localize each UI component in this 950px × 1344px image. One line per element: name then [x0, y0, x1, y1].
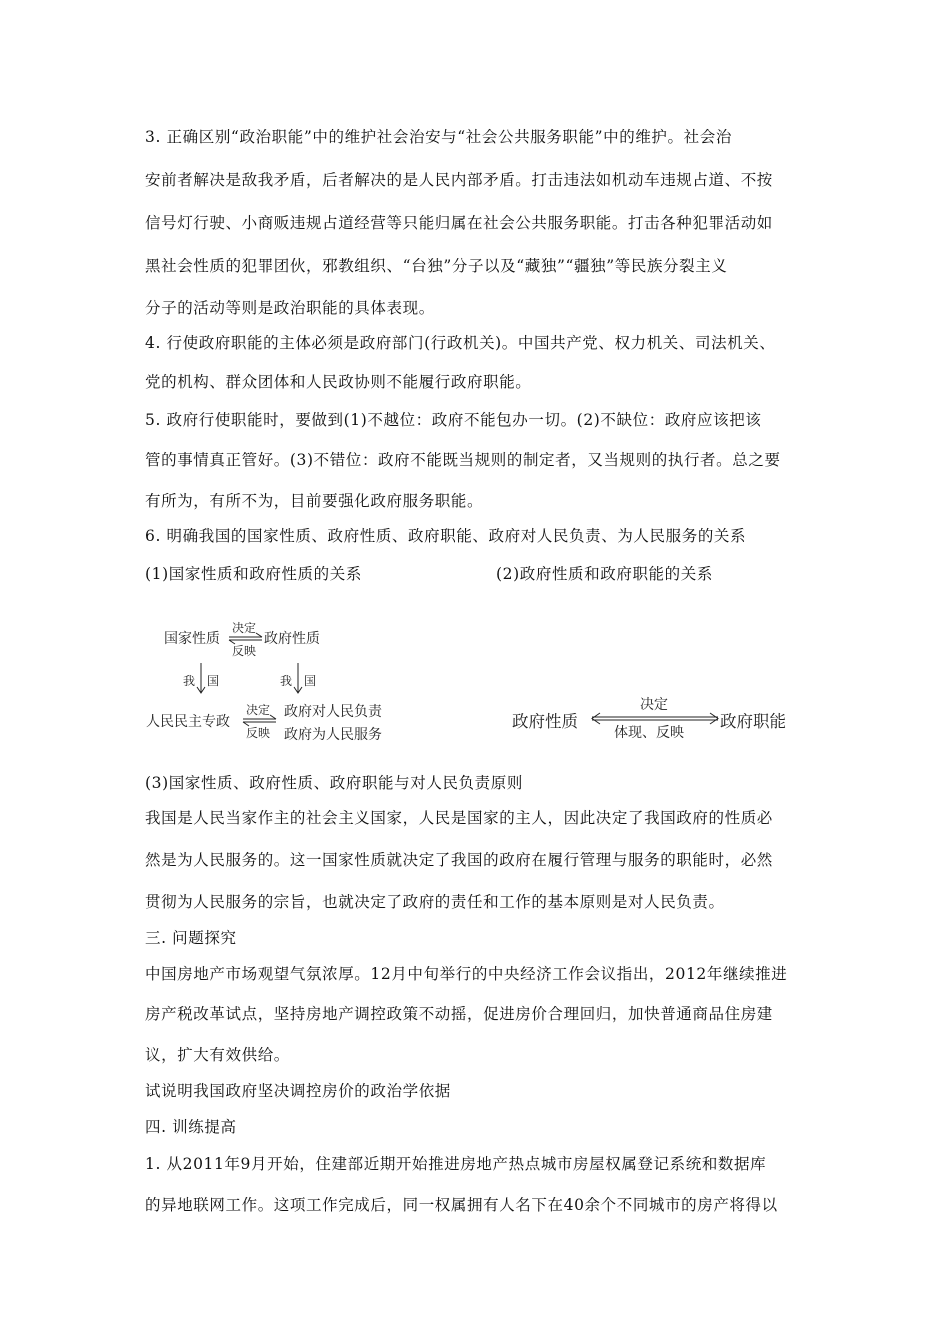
- diagram-arrow-label-decide: 决定: [232, 621, 257, 635]
- diagram-arrow-label-decide: 决定: [246, 703, 271, 717]
- diagram-node-government-nature: 政府性质: [264, 631, 320, 647]
- diagram-arrow-label-reflect: 反映: [246, 726, 271, 740]
- text-line: 安前者解决是敌我矛盾，后者解决的是人民内部矛盾。打击违法如机动车违规占道、不按: [145, 171, 773, 189]
- text-line: 信号灯行驶、小商贩违规占道经营等只能归属在社会公共服务职能。打击各种犯罪活动如: [145, 214, 773, 232]
- subheading-1: (1)国家性质和政府性质的关系: [145, 565, 362, 583]
- diagram-node-government-nature: 政府性质: [512, 712, 578, 731]
- diagram-node-responsible: 政府对人民负责: [284, 704, 382, 720]
- text-line: 中国房地产市场观望气氛浓厚。12月中旬举行的中央经济工作会议指出，2012年继续推进: [145, 965, 788, 983]
- text-line: 管的事情真正管好。(3)不错位：政府不能既当规则的制定者，又当规则的执行者。总之要: [145, 451, 781, 469]
- subheading-3: (3)国家性质、政府性质、政府职能与对人民负责原则: [145, 774, 523, 792]
- diagram-node-state-nature: 国家性质: [164, 631, 220, 647]
- text-line: 然是为人民服务的。这一国家性质就决定了我国的政府在履行管理与服务的职能时，必然: [145, 851, 773, 869]
- text-line: 分子的活动等则是政治职能的具体表现。: [145, 299, 435, 317]
- text-line: 1. 从2011年9月开始，住建部近期开始推进房地产热点城市房屋权属登记系统和数据库: [145, 1155, 767, 1173]
- text-line: 6. 明确我国的国家性质、政府性质、政府职能、政府对人民负责、为人民服务的关系: [145, 527, 747, 545]
- section-heading: 三. 问题探究: [145, 929, 237, 947]
- diagram-down-label: 国: [304, 674, 317, 688]
- text-line: 黑社会性质的犯罪团伙，邪教组织、“台独”分子以及“藏独”“疆独”等民族分裂主义: [145, 257, 728, 275]
- text-line: 的异地联网工作。这项工作完成后，同一权属拥有人名下在40余个不同城市的房产将得以: [145, 1196, 778, 1214]
- diagram-node-people-democratic-dictatorship: 人民民主专政: [146, 714, 230, 730]
- section-heading: 四. 训练提高: [145, 1118, 237, 1136]
- text-line: 5. 政府行使职能时，要做到(1)不越位：政府不能包办一切。(2)不缺位：政府应该把该: [145, 411, 762, 429]
- text-line: 我国是人民当家作主的社会主义国家，人民是国家的主人，因此决定了我国政府的性质必: [145, 809, 773, 827]
- text-line: 议，扩大有效供给。: [145, 1046, 290, 1064]
- subheading-2: (2)政府性质和政府职能的关系: [496, 565, 713, 583]
- text-line: 3. 正确区别“政治职能”中的维护社会治安与“社会公共服务职能”中的维护。社会治: [145, 128, 732, 146]
- diagram-down-label: 国: [207, 674, 220, 688]
- diagram-arrow-label-reflect: 体现、反映: [614, 725, 684, 741]
- diagram-node-government-function: 政府职能: [720, 712, 786, 731]
- text-line: 有所为，有所不为，目前要强化政府服务职能。: [145, 492, 484, 510]
- diagram-arrow-label-decide: 决定: [640, 697, 668, 713]
- text-line: 贯彻为人民服务的宗旨，也就决定了政府的责任和工作的基本原则是对人民负责。: [145, 893, 725, 911]
- diagram-down-label: 我: [183, 674, 196, 688]
- diagram-down-label: 我: [280, 674, 293, 688]
- text-line: 党的机构、群众团体和人民政协则不能履行政府职能。: [145, 373, 532, 391]
- diagram-arrow-label-reflect: 反映: [232, 644, 257, 658]
- text-line: 试说明我国政府坚决调控房价的政治学依据: [145, 1082, 451, 1100]
- text-line: 4. 行使政府职能的主体必须是政府部门(行政机关)。中国共产党、权力机关、司法机关、: [145, 334, 776, 352]
- diagram-node-serve-people: 政府为人民服务: [284, 727, 382, 743]
- text-line: 房产税改革试点，坚持房地产调控政策不动摇，促进房价合理回归，加快普通商品住房建: [145, 1005, 773, 1023]
